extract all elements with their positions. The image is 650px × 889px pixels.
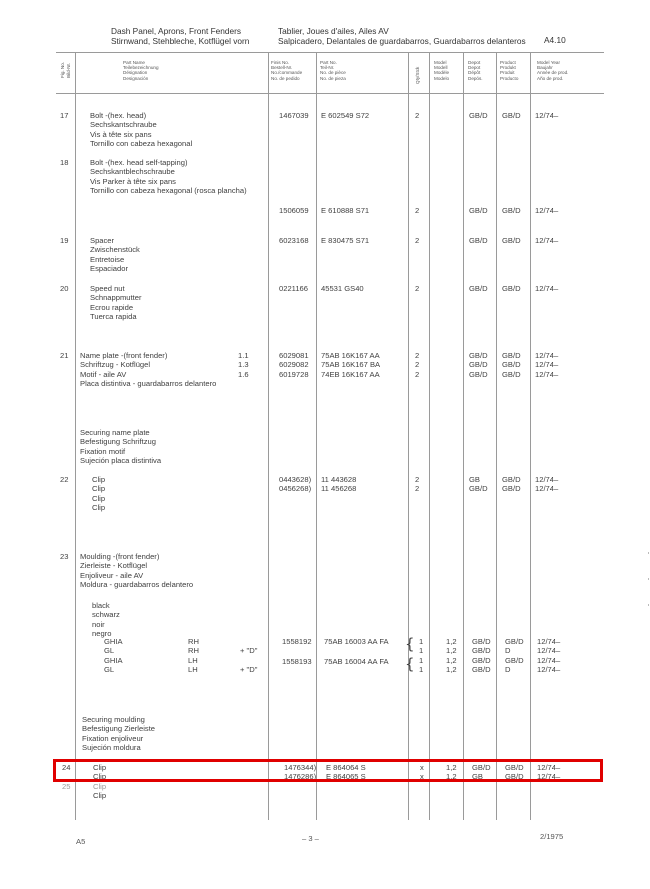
col-head-product-2: Produkt — [500, 65, 516, 71]
depot-24-1: GB/D — [472, 763, 491, 772]
col-head-depot-3: Dépôt — [468, 70, 481, 76]
col-head-year-4: Año de prod. — [537, 75, 564, 81]
year-18: 12/74– — [535, 206, 559, 215]
partno-23-1: 75AB 16003 AA FA — [324, 637, 389, 646]
col-head-year-2: Baujahr — [537, 65, 553, 71]
fig-25: 25 — [62, 782, 71, 791]
finis-21-2: 6029082 — [279, 360, 309, 370]
product-23-2: D — [505, 646, 511, 656]
col-head-product — [500, 60, 518, 81]
scan-mark — [648, 578, 649, 580]
name-24-1: Clip — [93, 763, 107, 772]
year-23 — [537, 637, 560, 674]
depot-22 — [469, 475, 488, 494]
qty-20: 2 — [415, 284, 420, 293]
product-24-2: GB/D — [505, 772, 524, 782]
col-head-finis — [271, 60, 302, 81]
securing-name-plate-de: Befestigung Schriftzug — [80, 437, 156, 447]
product-22 — [502, 475, 521, 494]
name-19-fr: Entretoise — [90, 254, 125, 264]
name-19-de: Zwischenstück — [90, 245, 140, 255]
qty-24-1: x — [420, 763, 424, 772]
variant-note-23-3 — [240, 656, 257, 665]
name-22-1: Clip — [92, 475, 106, 484]
year-24-1: 12/74– — [537, 763, 561, 772]
name-17-fr: Vis à tête six pans — [90, 129, 152, 139]
page-ref: A4.10 — [544, 35, 566, 45]
year-22-1: 12/74– — [535, 475, 559, 484]
variant-model-23-2: GL — [104, 646, 115, 656]
depot-21-3: GB/D — [469, 369, 488, 379]
variant-note-23-2: + "D" — [240, 646, 258, 656]
col-rule-part — [408, 52, 409, 820]
finis-17: 1467039 — [279, 111, 309, 120]
partno-21-2: 75AB 16K167 BA — [321, 360, 381, 370]
depot-23-4: GB/D — [472, 664, 491, 674]
fig-18: 18 — [60, 158, 69, 167]
year-23-3: 12/74– — [537, 655, 561, 665]
col-head-fig-1: Fig. No. — [60, 61, 65, 78]
col-head-name-2: Teilebezeichnung — [123, 65, 159, 71]
model-23-4: 1,2 — [446, 664, 457, 674]
partno-21 — [321, 351, 380, 379]
fig-20: 20 — [60, 284, 69, 293]
fig-21: 21 — [60, 351, 69, 360]
securing-moulding — [82, 715, 155, 752]
partno-21-3: 74EB 16K167 AA — [321, 369, 380, 379]
qty-23-2: 1 — [419, 646, 424, 656]
col-rule-qty — [429, 52, 430, 820]
name-22-4: Clip — [92, 502, 106, 512]
product-22-2: GB/D — [502, 484, 521, 494]
qty-18: 2 — [415, 206, 420, 215]
brace-icon: { — [405, 635, 415, 653]
product-22-1: GB/D — [502, 475, 521, 484]
depot-23-2: GB/D — [472, 646, 491, 656]
year-22 — [535, 475, 558, 494]
name-22-2: Clip — [92, 484, 106, 494]
qty-23-4: 1 — [419, 664, 424, 674]
qty-23-3: 1 — [419, 655, 424, 665]
product-23-3: GB/D — [505, 655, 524, 665]
part-name-19 — [90, 236, 140, 273]
product-24-1: GB/D — [505, 763, 524, 772]
securing-moulding-es: Sujeción moldura — [82, 742, 141, 752]
name-19-en: Spacer — [90, 236, 115, 245]
part-name-20 — [90, 284, 142, 321]
securing-name-plate-en: Securing name plate — [80, 428, 150, 437]
col-head-part-2: Teil-Nr. — [320, 65, 335, 71]
variant-side-23 — [188, 637, 199, 674]
qty-21 — [415, 351, 419, 379]
partno-23-2: 75AB 16004 AA FA — [324, 657, 389, 666]
securing-moulding-en: Securing moulding — [82, 715, 145, 724]
col-head-product-3: Produit — [500, 70, 515, 76]
name-25-2: Clip — [93, 791, 107, 801]
codes-21 — [238, 351, 249, 379]
variant-model-23-4: GL — [104, 664, 115, 674]
finis-23-2: 1558193 — [282, 657, 312, 666]
variant-side-23-4: LH — [188, 664, 198, 674]
part-name-21 — [80, 351, 216, 388]
header-top-rule — [56, 52, 604, 53]
depot-18: GB/D — [469, 206, 488, 215]
col-head-part — [320, 60, 346, 81]
col-rule-depot — [496, 52, 497, 820]
qty-22 — [415, 475, 419, 494]
name-20-de: Schnappmutter — [90, 293, 142, 303]
qty-21-2: 2 — [415, 360, 420, 370]
header-bottom-rule — [56, 93, 604, 94]
product-23-4: D — [505, 664, 511, 674]
model-23-3: 1,2 — [446, 655, 457, 665]
year-17: 12/74– — [535, 111, 559, 120]
code-21-3: 1.6 — [238, 369, 249, 379]
part-name-23 — [80, 552, 193, 589]
partno-24-2: E 864065 S — [326, 772, 366, 782]
col-head-finis-1: Finis No. — [271, 60, 290, 65]
col-head-year-3: Année de prod. — [537, 70, 569, 76]
color-23-fr: noir — [92, 619, 105, 629]
name-17-es: Tornillo con cabeza hexagonal — [90, 138, 193, 148]
name-18-es: Tornillo con cabeza hexagonal (rosca plancha) — [90, 185, 247, 195]
product-18: GB/D — [502, 206, 521, 215]
col-rule-name — [268, 52, 269, 820]
qty-24-2: x — [420, 772, 424, 782]
variant-model-23-3: GHIA — [104, 655, 123, 665]
col-head-finis-4: No. de pedido — [271, 75, 300, 81]
depot-21-1: GB/D — [469, 351, 488, 360]
brace-icon: { — [405, 655, 415, 673]
name-23-de: Zierleiste - Kotflügel — [80, 561, 148, 571]
variant-note-23 — [240, 637, 257, 674]
col-head-depot — [468, 60, 483, 81]
highlight-box — [53, 759, 603, 782]
name-18-fr: Vis Parker à tête six pans — [90, 176, 176, 186]
title-en: Dash Panel, Aprons, Front Fenders — [111, 26, 242, 36]
code-21-1: 1.1 — [238, 351, 249, 360]
year-21-1: 12/74– — [535, 351, 559, 360]
finis-20: 0221166 — [279, 284, 308, 293]
name-20-en: Speed nut — [90, 284, 125, 293]
col-rule-product — [530, 52, 531, 820]
partno-24-1: E 864064 S — [326, 763, 366, 772]
variant-model-23 — [104, 637, 123, 674]
color-23-en: black — [92, 601, 110, 610]
part-name-17 — [90, 111, 192, 148]
year-23-2: 12/74– — [537, 646, 561, 656]
qty-17: 2 — [415, 111, 420, 120]
partno-20: 45531 GS40 — [321, 284, 364, 293]
part-name-22 — [92, 475, 105, 512]
qty-22-2: 2 — [415, 484, 420, 494]
footer-page-number: – 3 – — [302, 834, 319, 843]
model-23-1: 1,2 — [446, 637, 457, 646]
variant-note-23-4: + "D" — [240, 664, 258, 674]
product-19: GB/D — [502, 236, 521, 245]
name-19-es: Espaciador — [90, 263, 128, 273]
col-head-year — [537, 60, 568, 81]
col-head-part-1: Part No. — [320, 60, 337, 65]
fig-23: 23 — [60, 552, 69, 561]
securing-moulding-fr: Fixation enjoliveur — [82, 733, 144, 743]
qty-22-1: 2 — [415, 475, 420, 484]
product-20: GB/D — [502, 284, 521, 293]
name-23-fr: Enjoliveur - aile AV — [80, 570, 144, 580]
name-21-es: Placa distintiva - guardabarros delantero — [80, 378, 217, 388]
partno-22 — [321, 475, 356, 494]
product-21 — [502, 351, 521, 379]
variant-side-23-3: LH — [188, 655, 198, 665]
col-head-fig-2: Bild-Nr. — [66, 62, 71, 78]
footer-left: A5 — [76, 837, 86, 846]
finis-19: 6023168 — [279, 236, 309, 245]
variant-side-23-1: RH — [188, 637, 199, 646]
product-23 — [505, 637, 524, 674]
partno-19: E 830475 S71 — [321, 236, 370, 245]
fig-22: 22 — [60, 475, 69, 484]
name-25-1: Clip — [93, 782, 107, 791]
fig-24: 24 — [62, 763, 71, 772]
depot-22-1: GB — [469, 475, 480, 484]
col-head-product-4: Producto — [500, 75, 519, 81]
year-21 — [535, 351, 558, 379]
name-21-en: Name plate -(front fender) — [80, 351, 168, 360]
year-21-2: 12/74– — [535, 360, 559, 370]
model-23 — [446, 637, 457, 674]
col-head-part-3: No. de pièce — [320, 70, 346, 76]
part-name-25 — [93, 782, 106, 801]
col-head-product-1: Product — [500, 60, 516, 65]
variant-note-23-1 — [240, 637, 257, 646]
col-head-name — [123, 60, 159, 81]
product-21-2: GB/D — [502, 360, 521, 370]
depot-21-2: GB/D — [469, 360, 488, 370]
name-17-de: Sechskantschraube — [90, 120, 157, 130]
col-head-name-4: Designación — [123, 75, 149, 81]
qty-21-1: 2 — [415, 351, 420, 360]
name-21-de: Schriftzug - Kotflügel — [80, 360, 151, 370]
year-24-2: 12/74– — [537, 772, 561, 782]
col-head-depot-1: Depot — [468, 60, 481, 65]
depot-19: GB/D — [469, 236, 488, 245]
depot-21 — [469, 351, 488, 379]
model-23-2: 1,2 — [446, 646, 457, 656]
variant-model-23-1: GHIA — [104, 637, 123, 646]
col-head-qty: Qty/Stck — [415, 66, 420, 84]
partno-21-1: 75AB 16K167 AA — [321, 351, 380, 360]
securing-name-plate — [80, 428, 161, 465]
product-21-1: GB/D — [502, 351, 521, 360]
securing-name-plate-es: Sujeción placa distintiva — [80, 455, 162, 465]
col-rule-finis — [316, 52, 317, 820]
col-head-finis-3: No./commande — [271, 70, 303, 76]
product-21-3: GB/D — [502, 369, 521, 379]
col-head-model-1: Model — [434, 60, 447, 65]
title-es: Salpicadero, Delantales de guardabarros, Guardabarros delanteros — [278, 36, 526, 46]
color-23-es: negro — [92, 628, 112, 638]
name-21-fr: Motif - aile AV — [80, 369, 127, 379]
depot-23-1: GB/D — [472, 637, 491, 646]
year-20: 12/74– — [535, 284, 559, 293]
partno-17: E 602549 S72 — [321, 111, 370, 120]
name-22-3: Clip — [92, 493, 106, 503]
depot-22-2: GB/D — [469, 484, 488, 494]
qty-23 — [419, 637, 423, 674]
finis-24-1: 1476344) — [284, 763, 317, 772]
year-23-1: 12/74– — [537, 637, 561, 646]
depot-17: GB/D — [469, 111, 488, 120]
scan-mark — [648, 552, 649, 554]
fig-17: 17 — [60, 111, 69, 120]
finis-21-1: 6029081 — [279, 351, 309, 360]
finis-18: 1506059 — [279, 206, 309, 215]
model-24-2: 1,2 — [446, 772, 457, 782]
col-head-model — [434, 60, 449, 81]
name-20-fr: Ecrou rapide — [90, 302, 134, 312]
col-head-name-3: Désignation — [123, 70, 148, 76]
finis-24-2: 1476286) — [284, 772, 317, 782]
title-de: Stirnwand, Stehbleche, Kotflügel vorn — [111, 36, 250, 46]
finis-23-1: 1558192 — [282, 637, 312, 646]
year-23-4: 12/74– — [537, 664, 561, 674]
code-21-2: 1.3 — [238, 360, 249, 370]
model-24-1: 1,2 — [446, 763, 457, 772]
product-17: GB/D — [502, 111, 521, 120]
col-head-depot-2: Depot — [468, 65, 481, 71]
variant-side-23-2: RH — [188, 646, 199, 656]
finis-22-1: 0443628) — [279, 475, 312, 484]
name-18-en: Bolt -(hex. head self-tapping) — [90, 158, 188, 167]
col-head-depot-4: Depós. — [468, 75, 483, 81]
finis-22-2: 0456268) — [279, 484, 312, 494]
name-20-es: Tuerca rapida — [90, 311, 137, 321]
col-head-part-4: No. de pieza — [320, 75, 346, 81]
scan-mark — [648, 604, 649, 606]
finis-21-3: 6019728 — [279, 369, 309, 379]
securing-name-plate-fr: Fixation motif — [80, 446, 126, 456]
footer-date: 2/1975 — [540, 832, 564, 841]
col-head-model-3: Modèle — [434, 70, 450, 76]
partno-18: E 610888 S71 — [321, 206, 370, 215]
name-18-de: Sechskantblechschraube — [90, 167, 175, 177]
name-17-en: Bolt -(hex. head) — [90, 111, 147, 120]
partno-22-1: 11 443628 — [321, 475, 357, 484]
year-19: 12/74– — [535, 236, 559, 245]
col-head-name-1: Part Name — [123, 60, 145, 65]
col-rule-fig — [75, 52, 76, 820]
qty-21-3: 2 — [415, 369, 420, 379]
fig-19: 19 — [60, 236, 69, 245]
year-21-3: 12/74– — [535, 369, 559, 379]
col-head-finis-2: Bestell-Nr. — [271, 65, 293, 71]
name-24-2: Clip — [93, 772, 107, 782]
col-head-model-2: Modell — [434, 65, 448, 71]
product-23-1: GB/D — [505, 637, 524, 646]
depot-24-2: GB — [472, 772, 483, 782]
year-22-2: 12/74– — [535, 484, 559, 494]
finis-22 — [279, 475, 311, 494]
name-23-en: Moulding -(front fender) — [80, 552, 160, 561]
col-head-model-4: Modelo — [434, 75, 450, 81]
depot-23-3: GB/D — [472, 655, 491, 665]
name-23-es: Moldura - guardabarros delantero — [80, 579, 194, 589]
col-head-year-1: Model Year — [537, 60, 560, 65]
depot-23 — [472, 637, 491, 674]
color-23 — [92, 601, 120, 638]
finis-21 — [279, 351, 309, 379]
col-rule-model — [463, 52, 464, 820]
part-name-18 — [90, 158, 247, 195]
depot-20: GB/D — [469, 284, 488, 293]
color-23-de: schwarz — [92, 610, 120, 620]
partno-22-2: 11 456268 — [321, 484, 357, 494]
qty-19: 2 — [415, 236, 420, 245]
securing-moulding-de: Befestigung Zierleiste — [82, 724, 156, 734]
title-fr: Tablier, Joues d'ailes, Ailes AV — [278, 26, 389, 36]
qty-23-1: 1 — [419, 637, 424, 646]
